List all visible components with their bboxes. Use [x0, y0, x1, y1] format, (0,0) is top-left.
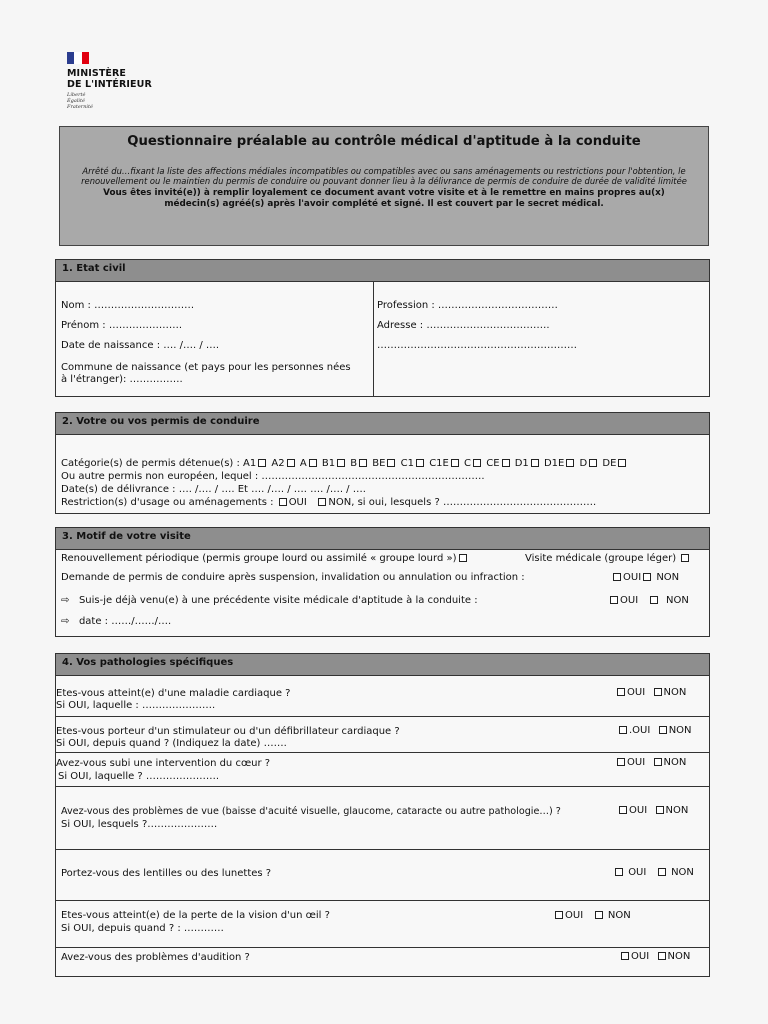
visite-checkbox[interactable]: [681, 554, 689, 562]
demande-oui-checkbox[interactable]: [613, 573, 621, 581]
renouvellement-checkbox[interactable]: [459, 554, 467, 562]
q3-non-label: NON: [663, 757, 687, 768]
q2-non-label: NON: [668, 725, 692, 736]
page-title: Questionnaire préalable au contrôle médical d'aptitude à la conduite: [127, 134, 641, 149]
nom-field[interactable]: Nom : …………………………: [61, 300, 195, 311]
category-label: A2: [268, 458, 285, 469]
visite-row: [525, 553, 691, 564]
q5-non-checkbox[interactable]: [658, 868, 666, 876]
motto-egalite: Égalité: [67, 98, 85, 104]
q3-oui-label: OUI: [627, 757, 646, 768]
q3-detail-field[interactable]: Si OUI, laquelle ? ………………….: [58, 771, 220, 782]
q7-options: [619, 951, 690, 962]
adresse-field[interactable]: Adresse : ……………………………….: [377, 320, 550, 331]
q4-detail-field[interactable]: Si OUI, lesquels ?…………………: [61, 819, 218, 830]
category-checkbox[interactable]: [589, 459, 597, 467]
q7-oui-checkbox[interactable]: [621, 952, 629, 960]
french-flag-icon: [67, 52, 89, 64]
category-label: B: [347, 458, 358, 469]
section-3-header: 3. Motif de votre visite: [55, 527, 710, 550]
q4-oui-checkbox[interactable]: [619, 806, 627, 814]
suis-oui-label: OUI: [620, 595, 639, 606]
motto-fraternite: Fraternité: [67, 104, 93, 110]
renouvellement-row: [61, 553, 469, 564]
renouvellement-label: Renouvellement périodique (permis groupe lourd ou assimilé « groupe lourd »): [61, 553, 457, 564]
category-label: D: [576, 458, 588, 469]
motto: [67, 92, 152, 110]
row-divider: [56, 900, 709, 901]
categories-label: Catégorie(s) de permis détenue(s) :: [61, 458, 244, 469]
q3-non-checkbox[interactable]: [654, 758, 662, 766]
header-box: [59, 126, 709, 246]
category-checkbox[interactable]: [473, 459, 481, 467]
row-divider: [56, 752, 709, 753]
q7-non-checkbox[interactable]: [658, 952, 666, 960]
q1-oui-checkbox[interactable]: [617, 688, 625, 696]
q5-question: Portez-vous des lentilles ou des lunettes ?: [61, 868, 272, 879]
motto-liberte: Liberté: [67, 92, 86, 98]
q4-question: Avez-vous des problèmes de vue (baisse d'acuité visuelle, glaucome, cataracte ou autre pathologie…) ?: [61, 806, 561, 817]
ministry-logo: [67, 52, 152, 110]
suis-row: [61, 595, 478, 606]
q2-non-checkbox[interactable]: [659, 726, 667, 734]
q1-detail-field[interactable]: Si OUI, laquelle : ………………….: [56, 700, 216, 711]
q6-question: Etes-vous atteint(e) de la perte de la vision d'un œil ?: [61, 910, 330, 921]
row-divider: [56, 786, 709, 787]
q1-options: [615, 687, 686, 698]
q7-question: Avez-vous des problèmes d'audition ?: [61, 952, 250, 963]
suis-label: Suis-je déjà venu(e) à une précédente visite médicale d'aptitude à la conduite :: [78, 595, 478, 606]
restriction-oui-checkbox[interactable]: [279, 498, 287, 506]
category-checkbox[interactable]: [258, 459, 266, 467]
row-divider: [56, 947, 709, 948]
q3-oui-checkbox[interactable]: [617, 758, 625, 766]
category-checkbox[interactable]: [337, 459, 345, 467]
q6-detail-field[interactable]: Si OUI, depuis quand ? : …………: [61, 923, 224, 934]
visite-label: Visite médicale (groupe léger): [525, 553, 677, 564]
q5-non-label: NON: [671, 867, 694, 878]
q7-non-label: NON: [667, 951, 691, 962]
prenom-field[interactable]: Prénom : ………………….: [61, 320, 183, 331]
q2-detail-field[interactable]: Si OUI, depuis quand ? (Indiquez la date) …….: [56, 738, 287, 749]
section-2-body: [55, 435, 710, 514]
restriction-non-checkbox[interactable]: [318, 498, 326, 506]
category-checkbox[interactable]: [309, 459, 317, 467]
date-row: [61, 616, 171, 627]
demande-label: Demande de permis de conduire après suspension, invalidation ou annulation ou infraction :: [61, 572, 525, 583]
demande-options: [611, 572, 679, 583]
adresse-field-2[interactable]: ……………………………………………………: [377, 340, 577, 351]
category-label: C1: [397, 458, 415, 469]
q1-non-checkbox[interactable]: [654, 688, 662, 696]
q6-options: [553, 910, 631, 921]
q5-oui-label: OUI: [628, 867, 647, 878]
category-label: D1E: [540, 458, 565, 469]
header-instruction-text: Vous êtes invité(e)) à remplir loyalement ce document avant votre visite et à le remettre en mains propres au(x) médecin(s) agréé(s) après l'avoir complété et signé. Il est couvert par le secret médical.: [103, 188, 665, 209]
q2-question: Etes-vous porteur d'un stimulateur ou d'un défibrillateur cardiaque ?: [56, 726, 400, 737]
section-3-body: [55, 550, 710, 637]
commune-label-1: Commune de naissance (et pays pour les personnes nées: [61, 362, 351, 373]
category-checkbox[interactable]: [359, 459, 367, 467]
categories-row: [61, 458, 628, 469]
date-field[interactable]: date : ……/……/….: [78, 616, 172, 627]
category-label: BE: [369, 458, 386, 469]
category-checkbox[interactable]: [287, 459, 295, 467]
profession-field[interactable]: Profession : ………………………………: [377, 300, 558, 311]
q1-question: Etes-vous atteint(e) d'une maladie cardiaque ?: [56, 688, 291, 699]
restriction-oui-label: OUI: [288, 497, 307, 508]
row-divider: [56, 849, 709, 850]
date-naissance-field[interactable]: Date de naissance : …. /…. / ….: [61, 340, 220, 351]
restriction-row: [61, 497, 596, 508]
category-checkbox[interactable]: [502, 459, 510, 467]
q2-oui-label: .OUI: [629, 725, 651, 736]
q4-options: [617, 805, 688, 816]
section-4-body: [55, 676, 710, 977]
q1-non-label: NON: [663, 687, 687, 698]
q6-oui-checkbox[interactable]: [555, 911, 563, 919]
category-label: DE: [599, 458, 617, 469]
category-label: CE: [483, 458, 500, 469]
q3-question: Avez-vous subi une intervention du cœur ?: [56, 758, 271, 769]
demande-non-checkbox[interactable]: [643, 573, 651, 581]
demande-non-label: NON: [656, 572, 680, 583]
category-checkbox[interactable]: [618, 459, 626, 467]
column-divider: [373, 282, 374, 396]
suis-options: [608, 595, 689, 606]
q5-oui-checkbox[interactable]: [615, 868, 623, 876]
ministry-name: [67, 68, 152, 90]
q3-options: [615, 757, 686, 768]
section-1-body: [55, 282, 710, 397]
q7-oui-label: OUI: [631, 951, 650, 962]
category-label: C1E: [426, 458, 449, 469]
q2-options: [617, 725, 692, 736]
category-label: A1: [243, 458, 257, 469]
category-label: A: [296, 458, 307, 469]
suis-non-label: NON: [666, 595, 689, 606]
date-delivrance-field[interactable]: Date(s) de délivrance : …. /…. / …. Et …. /…. / …. …. /…. / ….: [61, 484, 366, 495]
section-2-header: 2. Votre ou vos permis de conduire: [55, 412, 710, 435]
arrow-right-icon: ⇨: [61, 616, 70, 627]
q1-oui-label: OUI: [627, 687, 646, 698]
category-checkbox[interactable]: [451, 459, 459, 467]
category-label: D1: [511, 458, 529, 469]
row-divider: [56, 716, 709, 717]
q2-oui-checkbox[interactable]: [619, 726, 627, 734]
header-decree-text: Arrêté du…fixant la liste des affections médiales incompatibles ou compatibles avec ou sans aménagements ou restrictions pour l'obtention, le renouvellement ou le maintien du permis de conduire ou pouvant donner lieu à la délivrance de permis de conduire de durée de validité limitée: [81, 166, 687, 186]
autre-permis-field[interactable]: Ou autre permis non européen, lequel : ………………………………………………………….: [61, 471, 485, 482]
q4-non-label: NON: [665, 805, 689, 816]
category-checkbox[interactable]: [531, 459, 539, 467]
q6-oui-label: OUI: [565, 910, 584, 921]
ministry-line1: MINISTÈRE: [67, 68, 126, 79]
suis-oui-checkbox[interactable]: [610, 596, 618, 604]
arrow-right-icon: ⇨: [61, 595, 70, 606]
q4-oui-label: OUI: [629, 805, 648, 816]
suis-non-checkbox[interactable]: [650, 596, 658, 604]
section-4-header: 4. Vos pathologies spécifiques: [55, 653, 710, 676]
demande-oui-label: OUI: [623, 572, 642, 583]
ministry-line2: DE L'INTÉRIEUR: [67, 79, 152, 90]
restriction-label: Restriction(s) d'usage ou aménagements :: [61, 497, 274, 508]
restriction-non-label: NON, si oui, lesquels ? ……………………………………….: [328, 497, 597, 508]
q4-non-checkbox[interactable]: [656, 806, 664, 814]
category-checkbox[interactable]: [387, 459, 395, 467]
category-checkbox[interactable]: [566, 459, 574, 467]
commune-field[interactable]: à l'étranger): …………….: [61, 374, 183, 385]
category-label: C: [460, 458, 472, 469]
category-label: B1: [318, 458, 336, 469]
q6-non-checkbox[interactable]: [595, 911, 603, 919]
categories-list: [243, 458, 628, 469]
q5-options: [613, 867, 694, 878]
q6-non-label: NON: [607, 910, 631, 921]
category-checkbox[interactable]: [416, 459, 424, 467]
section-1-header: 1. Etat civil: [55, 259, 710, 282]
